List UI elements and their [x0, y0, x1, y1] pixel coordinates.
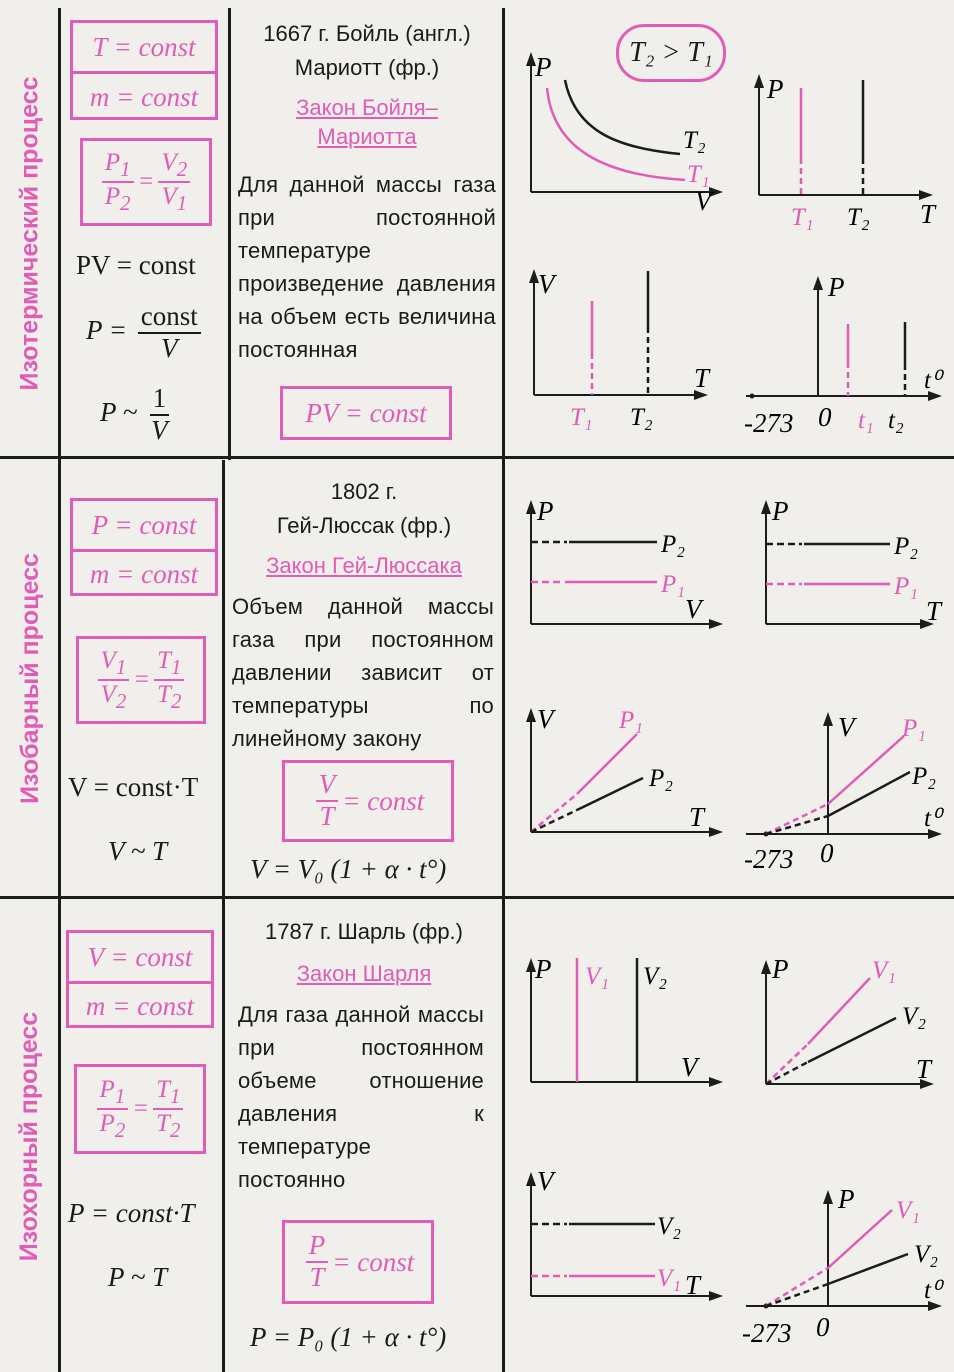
curve-label-p2: P₂ — [912, 763, 936, 790]
law-year: 1667 г. Бойль (англ.) — [263, 21, 471, 46]
tick-label-t1: T₁ — [791, 204, 814, 231]
formula-p-proportional: P ~ $\frac{1}{V}$ — [100, 383, 168, 445]
axis-y-label: P — [828, 272, 845, 302]
formula-pv-const: PV = const — [76, 250, 196, 280]
axis-x-label: t⁰ — [924, 1277, 941, 1304]
law-description: Для газа данной массы при постоянном объеме отношение давления к температуре постоянно — [238, 1002, 484, 1192]
isotherm-t2 — [565, 80, 680, 154]
isotherm-t1 — [547, 88, 685, 180]
axis-x-label: t⁰ — [924, 367, 941, 394]
axis-y-label: V — [537, 1166, 554, 1196]
condition-mass: m = const — [73, 71, 215, 120]
graph-isobaric-vt — [515, 698, 730, 848]
condition-box — [66, 930, 214, 1028]
curve-label-v1: V₁ — [896, 1197, 920, 1224]
graph-isobaric-vt-celsius — [740, 700, 952, 880]
curve-label-v2: V₂ — [657, 1213, 681, 1240]
formula-p-const-over-v: P = $\frac{\text{const}}{V}$ — [86, 302, 205, 363]
condition-volume: V = const — [87, 941, 193, 972]
badge-text: T₂ > T₁ — [629, 37, 713, 68]
curve-label-p1: P₁ — [661, 571, 685, 598]
law-name: Закон Гей-Люссака — [266, 553, 462, 578]
row-label-isothermal — [0, 10, 60, 456]
graph-isobaric-pv — [515, 490, 730, 640]
axis-x-label: t⁰ — [924, 805, 941, 832]
axis-x-label: T — [685, 1270, 701, 1300]
axis-x-label: T — [916, 1054, 932, 1084]
axis-x-label: T — [926, 596, 942, 626]
axis-x-label: T — [689, 802, 705, 832]
ratio-formula: $\frac{V_1}{V_2}$ = $\frac{T_1}{T_2}$ — [79, 639, 203, 721]
boxed-formula — [282, 1220, 434, 1304]
law-year: 1787 г. Шарль (фр.) — [264, 919, 463, 944]
law-author: Гей-Люссак (фр.) — [276, 513, 452, 538]
boxed-formula — [280, 386, 452, 440]
graph-isothermal-pv — [515, 40, 730, 220]
condition-mass: m = const — [73, 549, 215, 596]
curve-label-t2: T₂ — [683, 127, 706, 154]
grid-line-col3 — [502, 8, 505, 1372]
formula-p-proportional: P ~ T — [108, 1262, 168, 1292]
boxed-formula — [282, 760, 454, 842]
grid-line-row1 — [0, 456, 954, 459]
axis-y-label: P — [772, 496, 789, 526]
tick-label-t1: t₁ — [858, 407, 874, 434]
graph-isothermal-vt — [520, 265, 720, 435]
grid-line-col2 — [228, 8, 231, 460]
curve-label-p1: P₁ — [619, 707, 643, 734]
tick-label-t2: t₂ — [888, 407, 904, 434]
law-author: Мариотт (фр.) — [294, 55, 440, 80]
law-description: Объем данной массы газа при постоянном давлении зависит от температуры по линейному закону — [232, 594, 494, 751]
boxed-formula-text: $\frac{P}{T}$ = const — [285, 1223, 431, 1301]
ratio-formula: $\frac{P_1}{P_2}$ = $\frac{T_1}{T_2}$ — [77, 1067, 203, 1151]
law-year: 1802 г. — [330, 479, 398, 504]
tick-label-neg273: -273 — [742, 1318, 792, 1348]
condition-mass: m = const — [69, 981, 211, 1028]
axis-y-label: P — [772, 954, 789, 984]
tick-label-neg273: -273 — [744, 844, 794, 874]
tick-label-t1: T₁ — [570, 404, 593, 431]
line-label-v1: V₁ — [585, 963, 609, 990]
axis-y-label: P — [535, 52, 552, 82]
axis-y-label: P — [767, 74, 784, 104]
law-name: Закон Шарля — [296, 961, 432, 986]
tick-label-zero: 0 — [818, 402, 832, 432]
curve-label-v1: V₁ — [872, 957, 896, 984]
axis-y-label: V — [537, 704, 554, 734]
graph-isothermal-pt-celsius — [740, 270, 950, 440]
row-label-text: Изохорный процесс — [15, 1011, 44, 1261]
condition-pressure: P = const — [91, 509, 197, 540]
axis-y-label: V — [538, 269, 555, 299]
graph-isobaric-pt — [752, 490, 950, 640]
row-label-isochoric — [0, 900, 60, 1372]
curve-label-v1: V₁ — [657, 1265, 681, 1292]
ratio-box — [80, 138, 212, 226]
grid-line-row2 — [0, 896, 954, 899]
curve-label-t1: T₁ — [687, 161, 710, 188]
curve-label-p1: P₁ — [894, 573, 918, 600]
graph-isochoric-pt-celsius — [740, 1180, 952, 1360]
row-label-text: Изобарный процесс — [15, 552, 44, 804]
condition-box — [70, 498, 218, 596]
tick-label-t2: T₂ — [630, 404, 653, 431]
law-name: Закон Бойля–Мариотта — [296, 95, 438, 149]
axis-x-label: T — [694, 363, 710, 393]
curve-label-p2: P₂ — [894, 533, 918, 560]
tick-label-t2: T₂ — [847, 204, 870, 231]
ratio-formula: $\frac{P_1}{P_2}$ = $\frac{V_2}{V_1}$ — [83, 141, 209, 223]
axis-y-label: P — [535, 954, 552, 984]
axis-x-label: V — [681, 1052, 698, 1082]
grid-line-col2 — [222, 460, 225, 1372]
condition-temperature: T = const — [92, 31, 196, 62]
graph-isochoric-pv — [515, 948, 730, 1098]
axis-x-label: V — [685, 594, 702, 624]
tick-label-neg273: -273 — [744, 408, 794, 438]
graph-isothermal-pt — [745, 70, 945, 235]
formula-v-linear: V = V₀ (1 + α · t°) — [250, 854, 447, 884]
tick-label-zero: 0 — [816, 1312, 830, 1342]
graph-isochoric-pt — [752, 950, 950, 1100]
axis-y-label: V — [838, 712, 855, 742]
row-label-isobaric — [0, 460, 60, 896]
boxed-formula-text: $\frac{V}{T}$ = const — [285, 763, 451, 839]
axis-y-label: P — [838, 1184, 855, 1214]
row-label-text: Изотермический процесс — [15, 76, 44, 390]
ratio-box — [74, 1064, 206, 1154]
formula-p-const-t: P = const·T — [68, 1198, 195, 1228]
formula-v-const-t: V = const·T — [68, 772, 199, 802]
curve-label-p2: P₂ — [661, 531, 685, 558]
condition-box — [70, 20, 218, 120]
tick-label-zero: 0 — [820, 838, 834, 868]
curve-label-v2: V₂ — [902, 1003, 926, 1030]
ratio-box — [76, 636, 206, 724]
axis-y-label: P — [537, 496, 554, 526]
axis-x-label: T — [920, 199, 936, 229]
curve-label-p2: P₂ — [649, 765, 673, 792]
line-label-v2: V₂ — [643, 963, 667, 990]
curve-label-v2: V₂ — [914, 1241, 938, 1268]
formula-v-proportional: V ~ T — [108, 836, 168, 866]
axis-x-label: V — [695, 186, 712, 216]
formula-p-linear: P = P₀ (1 + α · t°) — [250, 1322, 447, 1352]
curve-label-p1: P₁ — [902, 715, 926, 742]
law-description: Для данной массы газа при постоянной температуре произведение давления на объем есть величина постоянная — [238, 172, 496, 362]
boxed-formula-text: PV = const — [305, 397, 427, 428]
graph-isochoric-vt — [515, 1162, 730, 1312]
